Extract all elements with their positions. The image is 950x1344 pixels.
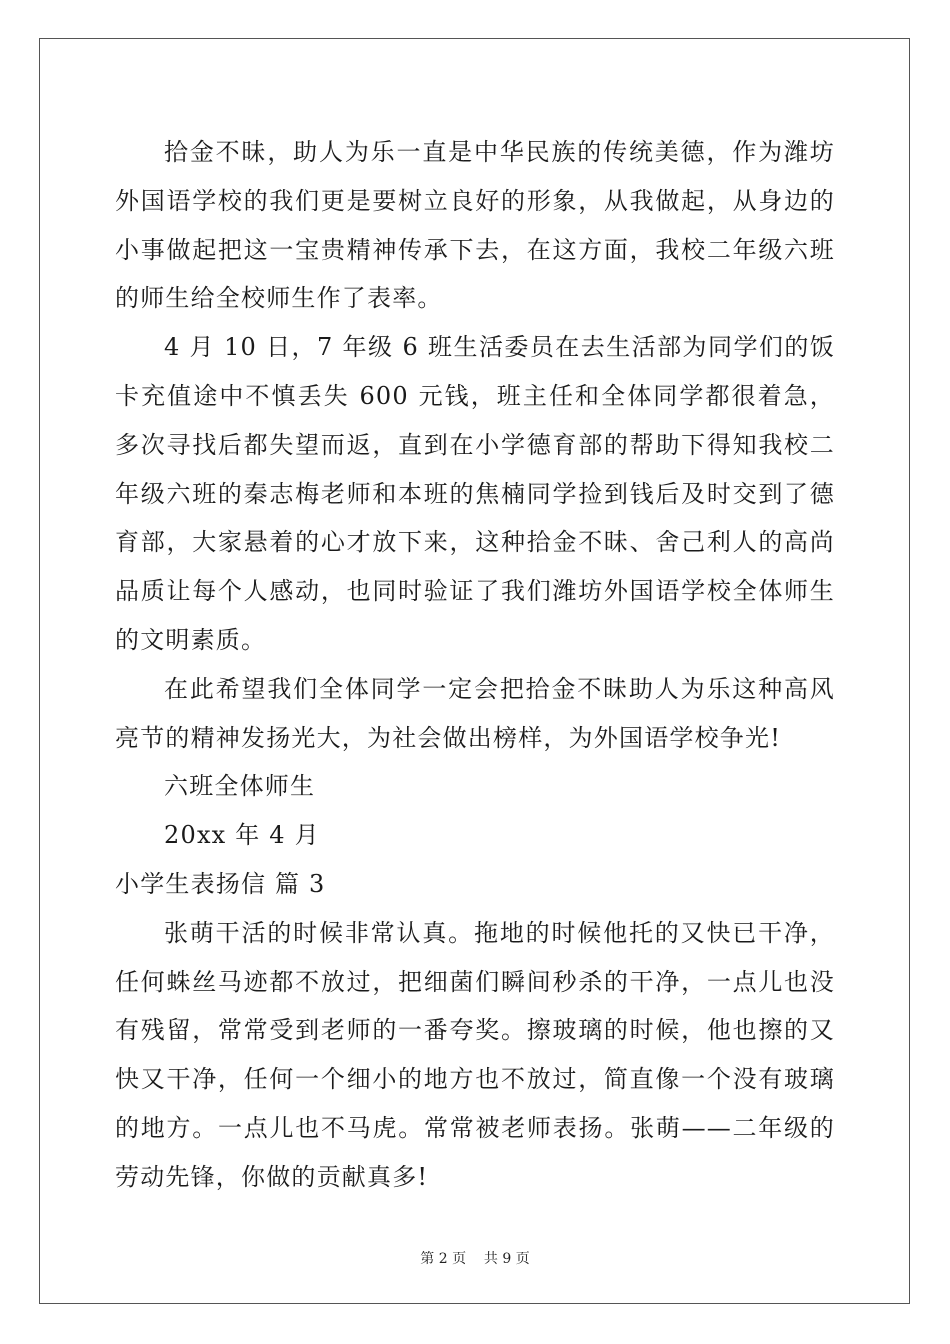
document-body [115,128,835,1202]
paragraph: 张萌干活的时候非常认真。拖地的时候他托的又快已干净，任何蛛丝马迹都不放过，把细菌们瞬间秒杀的干净，一点儿也没有残留，常常受到老师的一番夸奖。擦玻璃的时候，他也擦的又快又干净，任何一个细小的地方也不放过，简直像一个没有玻璃的地方。一点儿也不马虎。常常被老师表扬。张萌——二年级的劳动先锋，你做的贡献真多! [115,918,835,1191]
paragraph: 4 月 10 日，7 年级 6 班生活委员在去生活部为同学们的饭卡充值途中不慎丢失 600 元钱，班主任和全体同学都很着急，多次寻找后都失望而返，直到在小学德育部的帮助下得知我校二年级六班的秦志梅老师和本班的焦楠同学捡到钱后及时交到了德育部，大家悬着的心才放下来，这种拾金不昧、舍己利人的高尚品质让每个人感动，也同时验证了我们潍坊外国语学校全体师生的文明素质。 [115,333,835,654]
page-number: 第 2 页 共 9 页 [420,1251,530,1267]
paragraph: 拾金不昧，助人为乐一直是中华民族的传统美德，作为潍坊外国语学校的我们更是要树立良好的形象，从我做起，从身边的小事做起把这一宝贵精神传承下去，在这方面，我校二年级六班的师生给全校师生作了表率。 [115,138,835,313]
paragraph: 在此希望我们全体同学一定会把拾金不昧助人为乐这种高风亮节的精神发扬光大，为社会做出榜样，为外国语学校争光! [115,674,835,752]
date-line: 20xx 年 4 月 [164,821,320,850]
signature-line: 六班全体师生 [164,772,316,801]
section-heading: 小学生表扬信 篇 3 [115,869,326,898]
